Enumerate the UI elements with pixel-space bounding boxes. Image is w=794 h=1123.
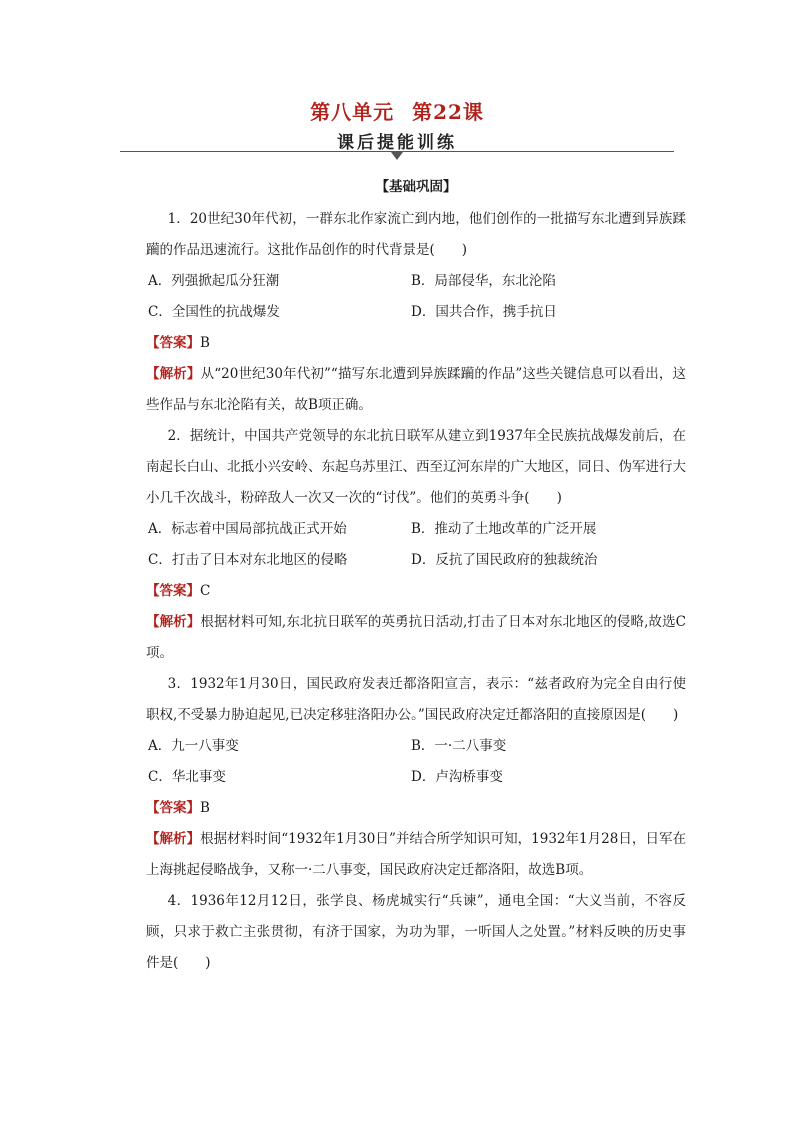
question-stem: 4．1936年12月12日，张学良、杨虎城实行“兵谏”，通电全国：“大义当前，不容反顾，只求于救亡主张贯彻，有济于国家，为功为罪，一听国人之处置。”材料反映的历史事件是( ): [146, 893, 686, 971]
exercise-content: [146, 172, 686, 979]
question-stem: 3．1932年1月30日，国民政府发表迁都洛阳宣言，表示：“兹者政府为完全自由行使职权,不受暴力胁迫起见,已决定移驻洛阳办公。”国民政府决定迁都洛阳的直接原因是( ): [146, 676, 686, 723]
option-list: [146, 514, 686, 576]
analysis-text: 根据材料时间“1932年1月30日”并结合所学知识可知，1932年1月28日，日军在上海挑起侵略战争，又称一·二八事变，国民政府决定迁都洛阳，故选B项。: [146, 831, 686, 878]
answer-label: 【答案】: [146, 583, 200, 599]
answer-line: [146, 793, 686, 824]
analysis-line: [146, 359, 686, 421]
answer-label: 【答案】: [146, 335, 200, 351]
option-b: B．推动了土地改革的广泛开展: [411, 521, 597, 537]
unit-name: 第八单元: [310, 100, 395, 124]
option-c: C．全国性的抗战爆发: [148, 304, 280, 320]
question-stem: 2．据统计，中国共产党领导的东北抗日联军从建立到1937年全民族抗战爆发前后，在南起长白山、北抵小兴安岭、东起乌苏里江、西至辽河东岸的广大地区，同日、伪军进行大小几千次战斗，粉碎敌人一次又一次的“讨伐”。他们的英勇斗争( ): [146, 428, 686, 506]
answer-line: [146, 576, 686, 607]
option-b: B．局部侵华，东北沦陷: [411, 273, 556, 289]
answer-value: B: [200, 335, 210, 351]
unit-lesson-title: [0, 96, 794, 125]
question-stem: 1．20世纪30年代初，一群东北作家流亡到内地，他们创作的一批描写东北遭到异族蹂躏的作品迅速流行。这批作品创作的时代背景是( ): [146, 211, 686, 258]
answer-value: C: [200, 583, 211, 599]
option-a: A．九一八事变: [148, 738, 239, 754]
option-a: A．标志着中国局部抗战正式开始: [148, 521, 347, 537]
option-c: C．打击了日本对东北地区的侵略: [148, 552, 348, 568]
answer-line: [146, 328, 686, 359]
analysis-line: [146, 824, 686, 886]
option-c: C．华北事变: [148, 769, 226, 785]
analysis-line: [146, 607, 686, 669]
page-subtitle: 课后提能训练: [337, 133, 457, 153]
analysis-label: 【解析】: [146, 366, 201, 382]
analysis-label: 【解析】: [146, 831, 201, 847]
analysis-text: 从“20世纪30年代初”“描写东北遭到异族蹂躏的作品”这些关键信息可以看出，这些作品与东北沦陷有关，故B项正确。: [146, 366, 687, 413]
answer-value: B: [200, 800, 210, 816]
option-a: A．列强掀起瓜分狂潮: [148, 273, 280, 289]
option-d: D．反抗了国民政府的独裁统治: [411, 552, 598, 568]
answer-label: 【答案】: [146, 800, 200, 816]
option-d: D．国共合作，携手抗日: [411, 304, 557, 320]
option-list: [146, 266, 686, 328]
option-list: [146, 731, 686, 793]
analysis-text: 根据材料可知,东北抗日联军的英勇抗日活动,打击了日本对东北地区的侵略,故选C项。: [146, 614, 687, 661]
lesson-name: 第22课: [412, 100, 484, 124]
option-d: D．卢沟桥事变: [411, 769, 503, 785]
analysis-label: 【解析】: [146, 614, 201, 630]
section-title: 【基础巩固】: [375, 179, 457, 195]
divider-arrow-icon: [391, 152, 403, 160]
option-b: B．一·二八事变: [411, 738, 507, 754]
